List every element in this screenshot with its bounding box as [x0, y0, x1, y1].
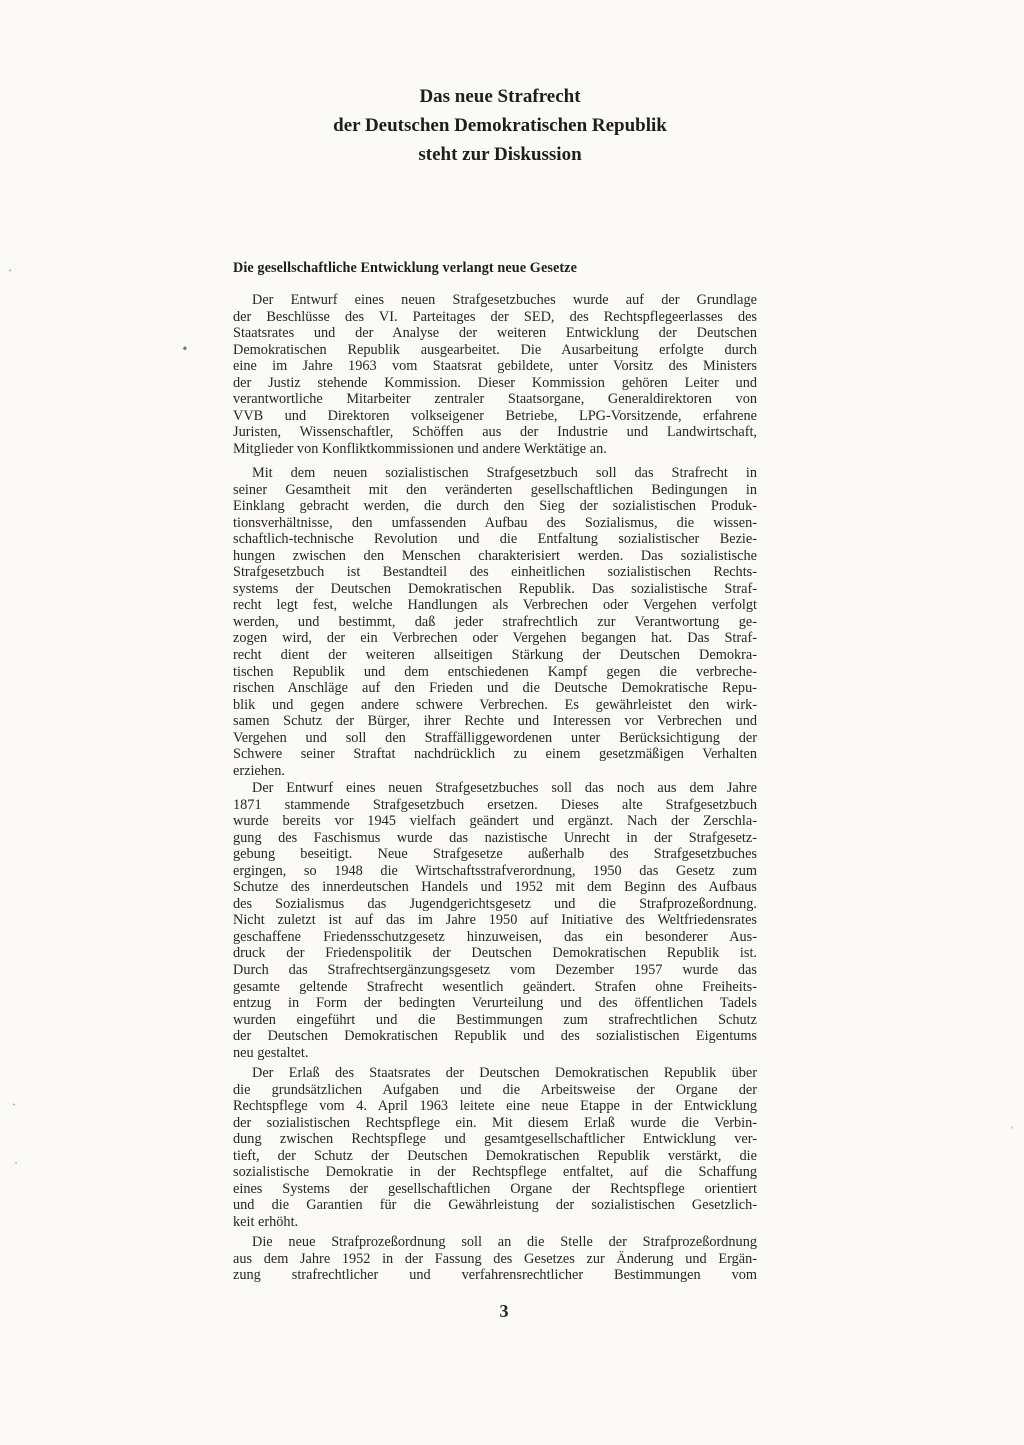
text-line: verantwortliche Mitarbeiter zentraler Staatsorgane, Generaldirektoren von	[233, 391, 757, 408]
title-line-1: Das neue Strafrecht	[419, 86, 581, 107]
text-line: entzug in Form der bedingten Verurteilung und des öffentlichen Tadels	[233, 995, 757, 1012]
text-line: Der Erlaß des Staatsrates der Deutschen Demokratischen Republik über	[252, 1065, 757, 1081]
page-number: 3	[499, 1301, 509, 1321]
text-line: neu gestaltet.	[233, 1044, 309, 1061]
scan-speck: ˏ	[12, 1092, 16, 1106]
paragraph-3	[233, 780, 757, 1061]
text-line: Mitglieder von Konfliktkommissionen und andere Werktätige an.	[233, 440, 607, 457]
paragraph-2	[233, 465, 757, 779]
text-line: Schutze des innerdeutschen Handels und 1952 mit dem Beginn des Aufbaus	[233, 879, 757, 896]
text-line: der Deutschen Demokratischen Republik und des sozialistischen Eigentums	[233, 1028, 757, 1045]
text-line: erziehen.	[233, 762, 285, 779]
text-line: eines Systems der gesellschaftlichen Organe der Rechtspflege orientiert	[233, 1180, 757, 1197]
text-line: hungen zwischen den Menschen charakterisiert werden. Das sozialistische	[233, 547, 757, 564]
text-line: Vergehen und soll den Straffälliggewordenen unter Berücksichtigung der	[233, 729, 757, 746]
text-line: der Beschlüsse des VI. Parteitages der SED, des Rechtspflegeerlasses des	[233, 308, 757, 325]
text-line: Mit dem neuen sozialistischen Strafgesetzbuch soll das Strafrecht in	[252, 465, 757, 481]
text-line: schaftlich-technische Revolution und die Entfaltung sozialistischer Bezie-	[233, 531, 757, 548]
paragraph-4	[233, 1065, 757, 1230]
text-line: recht dient der weiteren allseitigen Stärkung der Deutschen Demokra-	[233, 647, 757, 664]
text-line: Demokratischen Republik ausgearbeitet. Die Ausarbeitung erfolgte durch	[233, 341, 757, 358]
text-line: Der Entwurf eines neuen Strafgesetzbuches soll das noch aus dem Jahre	[252, 780, 757, 796]
document-title	[240, 82, 760, 169]
text-line: dung zwischen Rechtspflege und gesamtgesellschaftlicher Entwicklung ver-	[233, 1131, 757, 1148]
text-line: recht legt fest, welche Handlungen als Verbrechen oder Vergehen verfolgt	[233, 597, 757, 614]
text-line: werden, und bestimmt, daß jeder strafrechtlich zur Verantwortung ge-	[233, 613, 757, 630]
text-line: VVB und Direktoren volkseigener Betriebe, LPG-Vorsitzende, erfahrene	[233, 407, 757, 424]
text-line: zung strafrechtlicher und verfahrensrechtlicher Bestimmungen vom	[233, 1267, 757, 1284]
text-line: seiner Gesamtheit mit den veränderten gesellschaftlichen Bedingungen in	[233, 481, 757, 498]
scan-speck: ˙	[14, 1159, 18, 1173]
text-line: gebung beseitigt. Neue Strafgesetze außerhalb des Strafgesetzbuches	[233, 846, 757, 863]
text-line: tionsverhältnisse, den umfassenden Aufbau des Sozialismus, die wissen-	[233, 514, 757, 531]
text-line: sozialistische Demokratie in der Rechtspflege entfaltet, auf die Schaffung	[233, 1164, 757, 1181]
text-line: der sozialistischen Rechtspflege ein. Mit diesem Erlaß wurde die Verbin-	[233, 1114, 757, 1131]
text-line: aus dem Jahre 1952 in der Fassung des Gesetzes zur Änderung und Ergän-	[233, 1250, 757, 1267]
scan-speck: ˈ	[1010, 1124, 1014, 1138]
text-line: samen Schutz der Bürger, ihrer Rechte und Interessen vor Verbrechen und	[233, 713, 757, 730]
text-line: Strafgesetzbuch ist Bestandteil des einheitlichen sozialistischen Rechts-	[233, 564, 757, 581]
paragraph-1	[233, 292, 757, 457]
text-line: ergingen, so 1948 die Wirtschaftsstrafverordnung, 1950 das Gesetz zum	[233, 862, 757, 879]
scan-speck: ▪	[178, 341, 192, 355]
text-line: tischen Republik und dem entschiedenen Kampf gegen die verbreche-	[233, 663, 757, 680]
title-line-2: der Deutschen Demokratischen Republik	[333, 115, 667, 136]
title-line-3: steht zur Diskussion	[418, 144, 582, 165]
text-line: gung des Faschismus wurde das nazistische Unrecht in der Strafgesetz-	[233, 829, 757, 846]
text-line: Nicht zuletzt ist auf das im Jahre 1950 auf Initiative des Weltfriedensrates	[233, 912, 757, 929]
text-line: druck der Friedenspolitik der Deutschen Demokratischen Republik ist.	[233, 945, 757, 962]
text-line: wurde bereits vor 1945 vielfach geändert und ergänzt. Nach der Zerschla-	[233, 813, 757, 830]
text-line: rischen Anschläge auf den Frieden und die Deutsche Demokratische Repu-	[233, 680, 757, 697]
text-line: der Justiz stehende Kommission. Dieser Kommission gehören Leiter und	[233, 374, 757, 391]
text-line: Einklang gebracht werden, die durch den Sieg der sozialistischen Produk-	[233, 498, 757, 515]
text-line: keit erhöht.	[233, 1213, 299, 1230]
section-heading: Die gesellschaftliche Entwicklung verlangt neue Gesetze	[233, 260, 577, 276]
text-line: Schwere seiner Straftat nachdrücklich zu einem gesetzmäßigen Verhalten	[233, 746, 757, 763]
text-line: systems der Deutschen Demokratischen Republik. Das sozialistische Straf-	[233, 580, 757, 597]
text-line: tieft, der Schutz der Deutschen Demokratischen Republik verstärkt, die	[233, 1147, 757, 1164]
text-line: Juristen, Wissenschaftler, Schöffen aus der Industrie und Landwirtschaft,	[233, 424, 757, 441]
text-line: zogen wird, der ein Verbrechen oder Vergehen begangen hat. Das Straf-	[233, 630, 757, 647]
scan-speck: ˊ	[8, 267, 12, 281]
text-line: 1871 stammende Strafgesetzbuch ersetzen. Dieses alte Strafgesetzbuch	[233, 796, 757, 813]
text-line: Durch das Strafrechtsergänzungsgesetz vom Dezember 1957 wurde das	[233, 962, 757, 979]
text-line: und die Garantien für die Gewährleistung der sozialistischen Gesetzlich-	[233, 1197, 757, 1214]
text-line: des Sozialismus das Jugendgerichtsgesetz und die Strafprozeßordnung.	[233, 895, 757, 912]
paragraph-5	[233, 1234, 757, 1284]
text-line: Rechtspflege vom 4. April 1963 leitete eine neue Etappe in der Entwicklung	[233, 1098, 757, 1115]
text-line: gesamte geltende Strafrecht wesentlich geändert. Strafen ohne Freiheits-	[233, 978, 757, 995]
text-line: blik und gegen andere schwere Verbrechen. Es gewährleistet den wirk-	[233, 696, 757, 713]
text-line: Die neue Strafprozeßordnung soll an die Stelle der Strafprozeßordnung	[252, 1234, 757, 1250]
text-line: wurden eingeführt und die Bestimmungen zum strafrechtlichen Schutz	[233, 1011, 757, 1028]
text-line: die grundsätzlichen Aufgaben und die Arbeitsweise der Organe der	[233, 1081, 757, 1098]
text-line: Staatsrates und der Analyse der weiteren Entwicklung der Deutschen	[233, 325, 757, 342]
text-line: Der Entwurf eines neuen Strafgesetzbuches wurde auf der Grundlage	[252, 292, 757, 308]
text-line: geschaffene Friedensschutzgesetz hinzuweisen, das ein besonderer Aus-	[233, 928, 757, 945]
text-line: eine im Jahre 1963 vom Staatsrat gebildete, unter Vorsitz des Ministers	[233, 358, 757, 375]
